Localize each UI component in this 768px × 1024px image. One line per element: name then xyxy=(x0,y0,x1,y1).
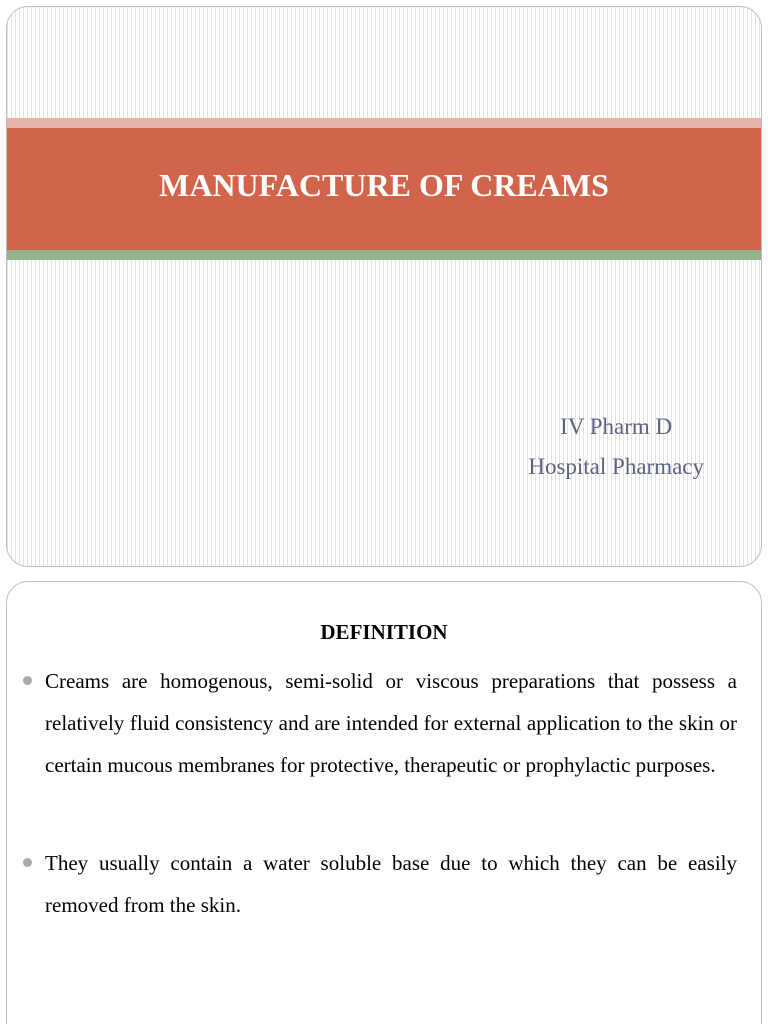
definition-slide xyxy=(6,581,762,1024)
definition-bullet-list xyxy=(21,660,737,926)
definition-heading: DEFINITION xyxy=(320,620,448,644)
title-slide xyxy=(6,6,762,567)
slide-title: MANUFACTURE OF CREAMS xyxy=(159,166,609,203)
slide-subtitle xyxy=(528,407,704,487)
title-band xyxy=(7,128,761,250)
list-item xyxy=(21,842,737,926)
bullet-text: They usually contain a water soluble base due to which they can be easily removed from the skin. xyxy=(45,851,737,917)
subtitle-line-course: IV Pharm D xyxy=(560,414,673,439)
bullet-text: Creams are homogenous, semi-solid or viscous preparations that possess a relatively fluid consistency and are intended for external application to the skin or certain mucous membranes for protective, therapeutic or prophylactic purposes. xyxy=(45,669,737,777)
title-top-stripe xyxy=(7,118,761,128)
bullet-dot-icon xyxy=(23,676,32,685)
title-bottom-stripe xyxy=(7,250,761,260)
subtitle-line-subject: Hospital Pharmacy xyxy=(528,454,704,479)
bullet-dot-icon xyxy=(23,858,32,867)
list-item xyxy=(21,660,737,786)
